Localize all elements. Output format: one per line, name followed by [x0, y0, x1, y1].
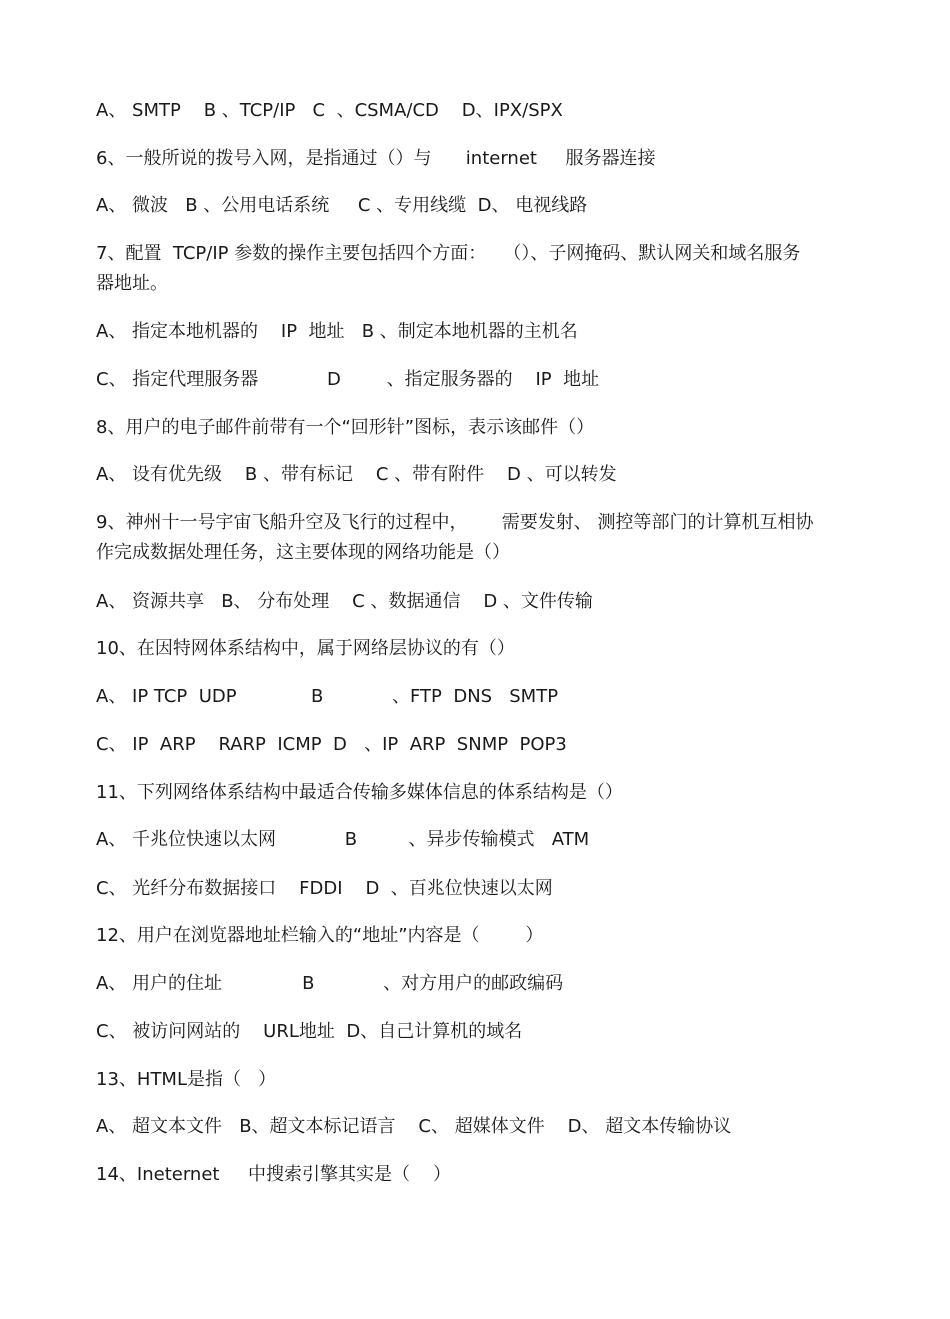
option-line-q12-ab: A、 用户的住址 B 、对方用户的邮政编码: [96, 973, 564, 994]
question-7-line-1: 7、配置 TCP/IP 参数的操作主要包括四个方面： （）、子网掩码、默认网关和域名服务: [96, 243, 801, 264]
option-line-q7-cd: C、 指定代理服务器 D 、指定服务器的 IP 地址: [96, 369, 600, 390]
question-9-line-1: 9、神州十一号宇宙飞船升空及飞行的过程中， 需要发射、 测控等部门的计算机互相协: [96, 512, 814, 533]
option-line-q10-ab: A、 IP TCP UDP B 、FTP DNS SMTP: [96, 686, 559, 707]
question-13: 13、HTML是指（ ）: [96, 1069, 277, 1090]
option-line-q12-cd: C、 被访问网站的 URL地址 D、自己计算机的域名: [96, 1021, 523, 1042]
option-line-q9: A、 资源共享 B、 分布处理 C 、数据通信 D 、文件传输: [96, 591, 593, 612]
option-line-q13: A、 超文本文件 B、超文本标记语言 C、 超媒体文件 D、 超文本传输协议: [96, 1116, 732, 1137]
option-line-q6: A、 微波 B 、公用电话系统 C 、专用线缆 D、 电视线路: [96, 195, 588, 216]
question-10: 10、在因特网体系结构中，属于网络层协议的有（）: [96, 638, 515, 659]
question-8: 8、用户的电子邮件前带有一个“回形针”图标，表示该邮件（）: [96, 417, 595, 438]
question-11: 11、下列网络体系结构中最适合传输多媒体信息的体系结构是（）: [96, 782, 623, 803]
option-line-q7-ab: A、 指定本地机器的 IP 地址 B 、制定本地机器的主机名: [96, 321, 578, 342]
option-line-q5: A、 SMTP B 、TCP/IP C 、CSMA/CD D、IPX/SPX: [96, 100, 563, 121]
option-line-q11-cd: C、 光纤分布数据接口 FDDI D 、百兆位快速以太网: [96, 878, 553, 899]
option-line-q8: A、 设有优先级 B 、带有标记 C 、带有附件 D 、可以转发: [96, 464, 617, 485]
question-7-line-2: 器地址。: [96, 273, 168, 294]
question-12: 12、用户在浏览器地址栏输入的“地址”内容是（ ）: [96, 925, 544, 946]
question-9-line-2: 作完成数据处理任务，这主要体现的网络功能是（）: [96, 542, 510, 563]
question-14: 14、Ineternet 中搜索引擎其实是（ ）: [96, 1164, 451, 1185]
option-line-q10-cd: C、 IP ARP RARP ICMP D 、IP ARP SNMP POP3: [96, 734, 567, 755]
question-6: 6、一般所说的拨号入网，是指通过（）与 internet 服务器连接: [96, 148, 656, 169]
option-line-q11-ab: A、 千兆位快速以太网 B 、异步传输模式 ATM: [96, 829, 590, 850]
